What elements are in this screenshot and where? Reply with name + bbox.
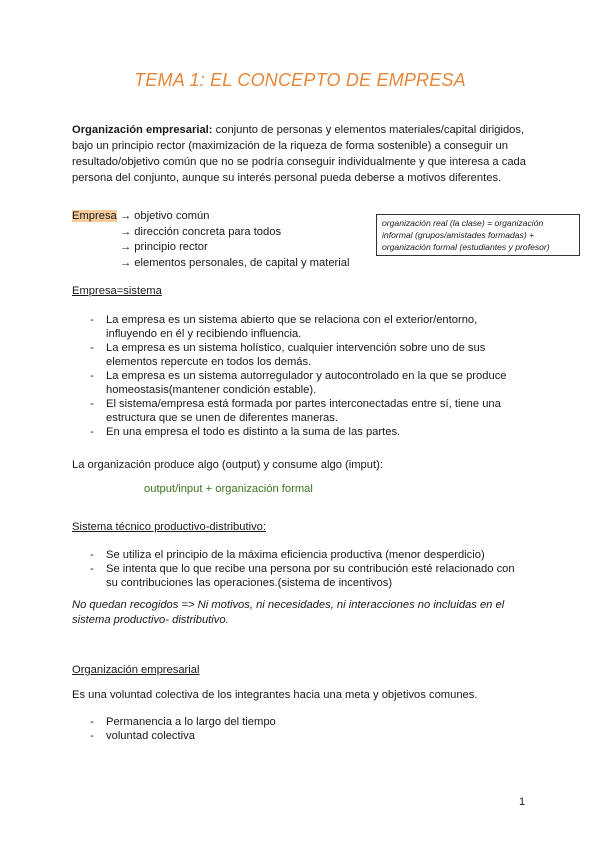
page-number: 1 — [519, 796, 526, 808]
empresa-word: Empresa — [72, 210, 117, 222]
sistema-list — [72, 313, 512, 439]
list-item: - Permanencia a lo largo del tiempo — [72, 715, 512, 729]
intro-paragraph — [72, 122, 532, 186]
list-item: - La empresa es un sistema abierto que se relaciona con el exterior/entorno, influyendo en él y recibiendo influencia. — [72, 313, 512, 341]
intro-term: Organización empresarial: — [72, 124, 213, 136]
list-item: - Se utiliza el principio de la máxima eficiencia productiva (menor desperdicio) — [72, 548, 522, 562]
list-item: - El sistema/empresa está formada por partes interconectadas entre sí, tiene una estructura que se unen de diferentes maneras. — [72, 397, 512, 425]
empresa-item: → principio rector — [120, 241, 208, 253]
list-item: - La empresa es un sistema autorregulador y autocontrolado en la que se produce homeostasis(mantener condición estable). — [72, 369, 512, 397]
tecnico-list — [72, 548, 522, 590]
tecnico-heading: Sistema técnico productivo-distributivo: — [72, 521, 267, 533]
empresa-item: → dirección concreta para todos — [120, 225, 282, 238]
list-item: - Se intenta que lo que recibe una persona por su contribución esté relacionado con su contribuciones las operaciones.(sistema de incentivos) — [72, 562, 522, 590]
empresa-item: → elementos personales, de capital y material — [120, 256, 350, 269]
org-text: Es una voluntad colectiva de los integrantes hacia una meta y objetivos comunes. — [72, 689, 478, 701]
output-line: La organización produce algo (output) y consume algo (imput): — [72, 459, 383, 471]
list-item: - En una empresa el todo es distinto a la suma de las partes. — [72, 425, 512, 439]
formula: output/input + organización formal — [144, 483, 313, 495]
org-list — [72, 715, 512, 743]
page-title: TEMA 1: EL CONCEPTO DE EMPRESA — [134, 70, 466, 90]
intro-text: conjunto de personas y elementos materiales/capital dirigidos, bajo un principio rector (maximización de la riqueza de forma sostenible) a conseguir un resultado/objetivo común que no se podría conseguir individualmente y que interesa a cada persona del conjunto, aunque su interés personal pueda deberse a motivos diferentes. — [72, 124, 527, 184]
note-box: organización real (la clase) = organización informal (grupos/amistades formadas) + organización formal (estudiantes y profesor) — [376, 214, 580, 256]
list-item: - La empresa es un sistema holístico, cualquier intervención sobre uno de sus elementos repercute en todos los demás. — [72, 341, 512, 369]
org-heading: Organización empresarial — [72, 664, 200, 676]
list-item: - voluntad colectiva — [72, 729, 512, 743]
tecnico-note: No quedan recogidos => Ni motivos, ni necesidades, ni interacciones no incluidas en el sistema productivo- distributivo. — [72, 599, 505, 626]
empresa-block — [72, 209, 349, 271]
sistema-heading: Empresa=sistema — [72, 285, 162, 297]
empresa-first: → objetivo común — [116, 210, 210, 222]
